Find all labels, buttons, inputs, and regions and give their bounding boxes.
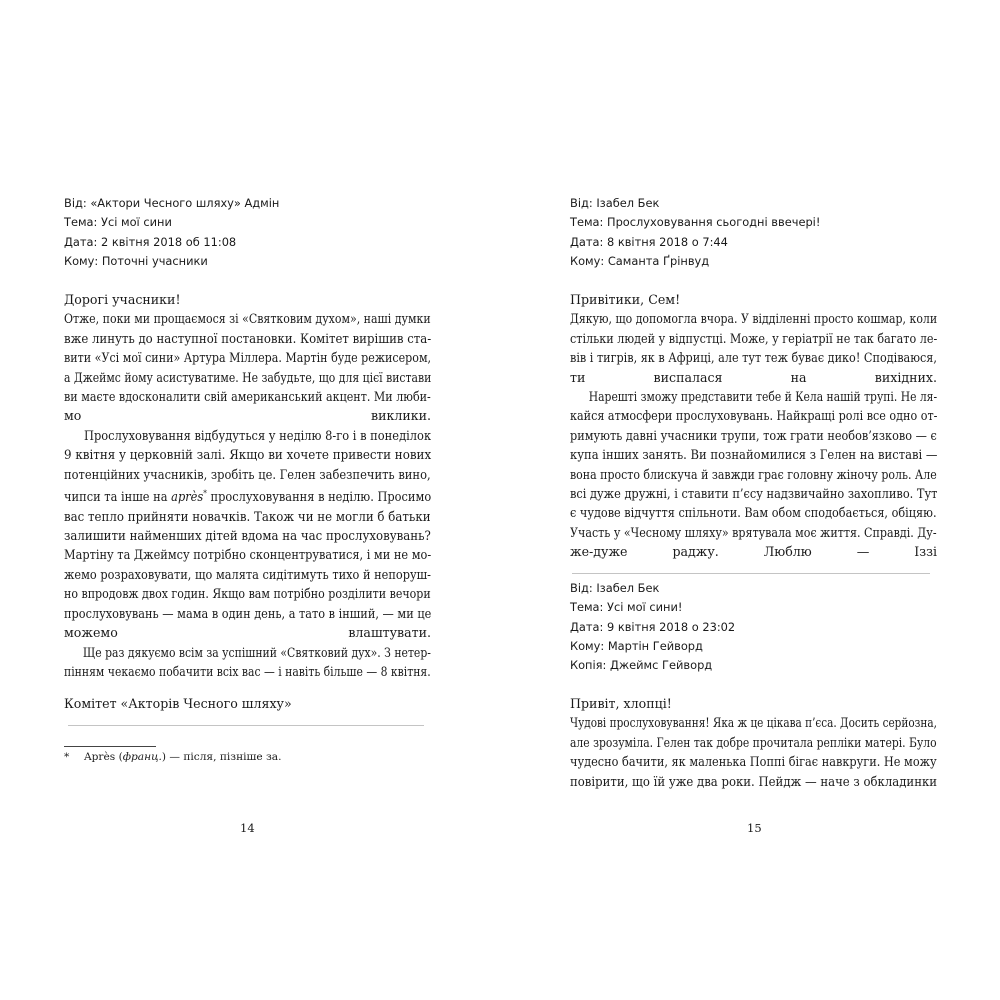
right-page: [500, 0, 1000, 1000]
text-fragment: чипси та інше на: [64, 489, 172, 505]
email-to: Кому: Саманта Ґрінвуд: [570, 253, 710, 268]
text-line: вів і тигрів, як в Африці, але тут теж буває дико! Сподіваюся,: [570, 350, 937, 366]
text-line: повірити, що їй уже два роки. Пейдж — наче з обкладинки: [570, 773, 938, 789]
email-cc: Копія: Джеймс Гейворд: [570, 658, 713, 673]
footnote-language: франц.: [122, 751, 162, 763]
footnote-divider: [64, 746, 156, 747]
text-line: мо виклики.: [64, 408, 431, 424]
footnote-text: ) — після, пізніше за.: [161, 751, 282, 763]
greeting: Дорогі учасники!: [64, 292, 181, 307]
text-line: а Джеймс йому асистуватиме. Не забудьте, що для цієї вистави: [64, 369, 432, 385]
text-line: купа інших занять. Ви познайомилися з Гелен на виставі —: [570, 447, 938, 463]
email-from: Від: Ізабел Бек: [570, 581, 660, 595]
text-line: всі дуже дружні, і ставити п’єсу надзвичайно захопливо. Тут: [570, 486, 938, 502]
email-date: Дата: 8 квітня 2018 о 7:44: [570, 234, 728, 249]
text-line: але зрозуміла. Гелен так добре прочитала репліки матері. Було: [570, 734, 937, 750]
text-line: прослуховувань — мама в один день, а тато в інший, — ми це: [64, 605, 432, 621]
text-line: Дякую, що допомогла вчора. У відділенні просто кошмар, коли: [570, 311, 938, 327]
text-line: но впродовж двох годин. Якщо вам потрібно розділити вечори: [64, 586, 431, 602]
page-number: 15: [747, 821, 762, 835]
text-line: кайся атмосфери прослуховувань. Найкращі ролі все одно от-: [570, 408, 938, 424]
email-subject: Тема: Усі мої сини: [64, 215, 172, 230]
text-line: римують давні учасники трупи, тож грати необов’язково — є: [570, 427, 937, 443]
email-subject: Тема: Усі мої сини!: [570, 600, 683, 615]
text-line: Мартіну та Джеймсу потрібно сконцентруватися, і ми не мо-: [64, 547, 432, 563]
footnote-marker: *: [203, 489, 207, 499]
foreign-word: après: [171, 489, 204, 505]
text-line: Нарешті зможу представити тебе й Кела нашій трупі. Не ля-: [588, 389, 938, 405]
email-to: Кому: Поточні учасники: [64, 253, 208, 268]
text-line: можемо влаштувати.: [64, 625, 431, 641]
text-line: ти виспалася на вихідних.: [570, 369, 937, 385]
email-body: [570, 290, 937, 562]
email-date: Дата: 9 квітня 2018 о 23:02: [570, 619, 736, 634]
paragraph: [570, 713, 937, 791]
email-to: Кому: Мартін Гейворд: [570, 638, 703, 653]
text-line: 9 квітня у церковній залі. Якщо ви хочете привести нових: [64, 447, 432, 463]
footnote-text: (: [115, 751, 123, 763]
text-line: вона просто блискуча й завжди грає головну жіночу роль. Але: [570, 466, 937, 482]
email-from: Від: Ізабел Бек: [570, 196, 660, 210]
text-line: [64, 484, 432, 507]
text-line: Прослуховування відбудуться у неділю 8-го і в понеділок: [83, 427, 432, 443]
text-line: потенційних учасників, зробіть це. Гелен забезпечить вино,: [64, 466, 431, 482]
paragraph: [570, 309, 937, 387]
email-body: [570, 694, 937, 791]
text-line: стільки людей у відпустці. Може, у геріатрії не так багато ле-: [570, 330, 938, 346]
paragraph: [64, 309, 431, 425]
text-line: пінням чекаємо побачити всіх вас — і навіть більше — 8 квітня.: [64, 663, 431, 679]
greeting: Привіт, хлопці!: [570, 696, 672, 711]
paragraph: [570, 387, 937, 562]
text-line: вити «Усі мої сини» Артура Міллера. Мартін буде режисером,: [64, 350, 432, 366]
text-line: Ще раз дякуємо всім за успішний «Святковий дух». З нетер-: [82, 644, 431, 660]
footnote: [64, 751, 281, 763]
section-divider: [572, 573, 930, 574]
email-header: [570, 194, 820, 271]
text-line: жемо розраховувати, що малята сидітимуть тихо й непоруш-: [64, 566, 431, 582]
page-number: 14: [240, 821, 255, 835]
email-date: Дата: 2 квітня 2018 об 11:08: [64, 234, 237, 249]
text-line: залишити найменших дітей вдома на час прослуховувань?: [64, 528, 431, 544]
paragraph: [64, 643, 431, 682]
section-divider: [68, 725, 424, 726]
paragraph: [64, 426, 431, 643]
email-header: [64, 194, 279, 271]
text-line: Отже, поки ми прощаємося зі «Святковим духом», наші думки: [64, 311, 431, 327]
text-line: вже линуть до наступної постановки. Комітет вирішив ста-: [64, 330, 432, 346]
text-line: Участь у «Чесному шляху» врятувала моє життя. Справді. Ду-: [570, 524, 937, 540]
email-body: [64, 290, 431, 681]
text-fragment: прослуховування в неділю. Просимо: [206, 489, 432, 505]
footnote-term: Après: [84, 751, 116, 763]
signature: Комітет «Акторів Чесного шляху»: [64, 696, 292, 711]
text-line: же-дуже раджу. Люблю — Іззі: [570, 544, 937, 560]
text-line: Чудові прослуховування! Яка ж це цікава п’єса. Досить серйозна,: [570, 715, 937, 731]
email-header: [570, 579, 735, 675]
email-from: Від: «Актори Чесного шляху» Адмін: [64, 196, 280, 210]
text-line: вас тепло прийняти новачків. Також чи не могли б батьки: [64, 508, 431, 524]
footnote-marker: *: [64, 751, 70, 763]
text-line: є чудове відчуття спільноти. Вам обом сподобається, обіцяю.: [570, 505, 937, 521]
text-line: ви маєте вдосконалити свій американський акцент. Ми люби-: [64, 389, 431, 405]
email-subject: Тема: Прослуховування сьогодні ввечері!: [570, 215, 821, 230]
greeting: Привітики, Сем!: [570, 292, 681, 307]
text-line: чудесно бачити, як маленька Поппі бігає навкруги. Не можу: [570, 754, 937, 770]
